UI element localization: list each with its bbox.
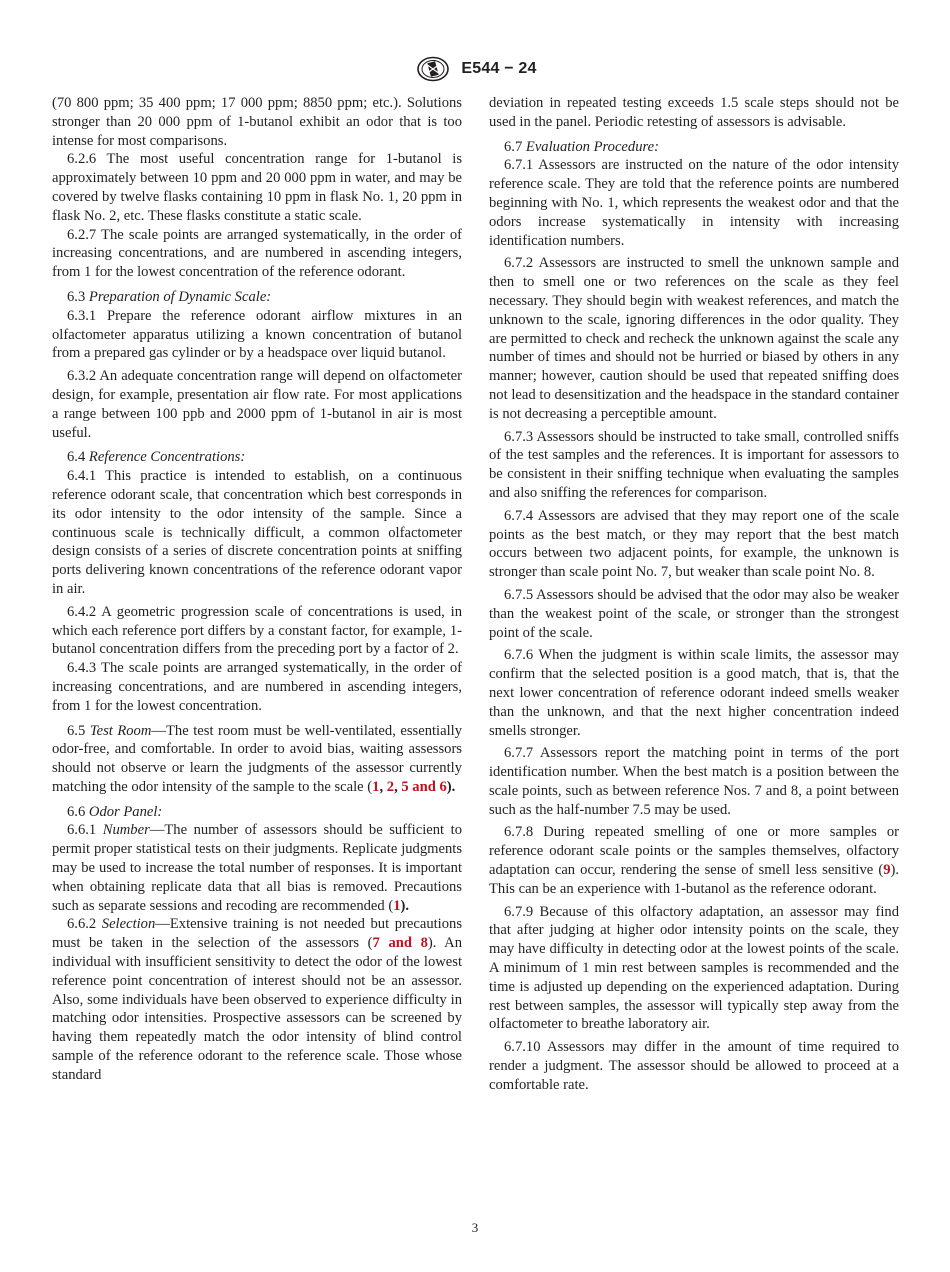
astm-logo-icon [413, 56, 453, 82]
page-header [0, 56, 950, 82]
paragraph-6-2-7: 6.2.7 The scale points are arranged systematically, in the order of increasing concentrations, and are numbered in ascending integers, from 1 for the lowest concentration of the reference odorant. [52, 226, 462, 281]
paragraph-6-4-2: 6.4.2 A geometric progression scale of concentrations is used, in which each reference port differs by a constant factor, for example, 1-butanol concentration differs from the preceding port by a factor of 2. [52, 603, 462, 658]
paragraph-6-4-3: 6.4.3 The scale points are arranged systematically, in the order of increasing concentrations, and are numbered in ascending integers, from 1 for the lowest concentration. [52, 660, 462, 714]
paragraph-6-3-1: 6.3.1 Prepare the reference odorant airflow mixtures in an olfactometer apparatus utilizing a known concentration of butanol from a prepared gas cylinder or by a headspace over liquid butanol. [52, 307, 462, 362]
section-heading-6-6: 6.6 Odor Panel: [67, 803, 163, 820]
reference-link[interactable]: 2 [386, 778, 395, 795]
paragraph-6-7-4: 6.7.4 Assessors are advised that they may report one of the scale points as the best match, or they may report that the best match occurs between two adjacent points, for example, the unknown is stronger than scale point No. 7, but weaker than scale point No. 8. [489, 507, 899, 581]
paragraph-6-3-2: 6.3.2 An adequate concentration range will depend on olfactometer design, for example, presentation air flow rate. For most applications a range between 100 ppb and 2000 ppm of 1-butanol in air is most useful. [52, 368, 462, 441]
paragraph-6-7-9: 6.7.9 Because of this olfactory adaptation, an assessor may find that after judging at higher odor intensity points on the scale, they may have difficulty in detecting odor at the lowest points of the scale. A minimum of 1 min rest between samples is recommended and the time is adjusted up depending on the experienced adaptation. During rest between samples, the assessor will typically step away from the olfactometer to breathe laboratory air. [489, 903, 899, 1033]
paragraph-6-7-3: 6.7.3 Assessors should be instructed to take small, controlled sniffs of the test samples and the references. It is important for assessors to be consistent in their sniffing technique when evaluating the samples and also sniffing the references for comparison. [489, 428, 899, 501]
reference-link[interactable]: 9 [883, 862, 891, 879]
paragraph-6-7-1: 6.7.1 Assessors are instructed on the nature of the odor intensity reference scale. They are told that the reference points are numbered beginning with No. 1, which represents the weakest odor and that the odors increase systematically in intensity with increasing identification numbers. [489, 157, 899, 249]
section-heading-6-4: 6.4 Reference Concentrations: [67, 449, 246, 466]
paragraph-6-7-5: 6.7.5 Assessors should be advised that the odor may also be weaker than the weakest point of the scale, or stronger than the strongest point of the scale. [489, 586, 899, 641]
section-heading-6-3: 6.3 Preparation of Dynamic Scale: [67, 288, 272, 305]
right-column [489, 94, 899, 1095]
paragraph-continuation: deviation in repeated testing exceeds 1.5 scale steps should not be used in the panel. Periodic retesting of assessors is advisable. [489, 95, 899, 130]
reference-link[interactable]: 7 and 8 [372, 935, 428, 952]
paragraph-6-7-2: 6.7.2 Assessors are instructed to smell the unknown sample and then to smell one or two references on the scale as they feel necessary. They should begin with weakest references, and match the unknown to the scale, ignoring differences in the odor quality. They are permitted to check and recheck the unknown against the scale any number of times and should not be hurried or biased by others in any manner; however, caution should be used that repeated sniffing does not lead to desensitization and the headspace in the standard container is not decreasing a perceptible amount. [489, 255, 899, 422]
paragraph-6-2-6: 6.2.6 The most useful concentration range for 1-butanol is approximately between 10 ppm and 20 000 ppm in water, and may be covered by twelve flasks containing 10 ppm in flask No. 1, 20 ppm in flask No. 2, etc. These flasks constitute a static scale. [52, 151, 462, 224]
paragraph-6-6-1: 6.6.1 Number—The number of assessors should be sufficient to permit proper statistical tests on their judgments. Replicate judgments may be used to increase the total number of responses. It is important when obtaining replicate data that all bias is removed. Precautions such as separate sessions and recoding are recommended (1). [52, 822, 462, 914]
paragraph-continuation: (70 800 ppm; 35 400 ppm; 17 000 ppm; 8850 ppm; etc.). Solutions stronger than 20 000 ppm of 1-butanol exhibit an odor that is too intense for most comparisons. [52, 95, 462, 149]
left-column [52, 94, 462, 1085]
paragraph-6-5: 6.5 Test Room—The test room must be well-ventilated, essentially odor-free, and comfortable. In order to avoid bias, waiting assessors should not observe or learn the judgments of the assessor currently matching the odor intensity of the sample to the scale (1, 2, 5 and 6). [52, 722, 462, 795]
paragraph-6-4-1: 6.4.1 This practice is intended to establish, on a continuous reference odorant scale, that concentration which best corresponds in its odor intensity to the odor intensity of the sample. Since a continuous scale is technically difficult, a common olfactometer design consists of a series of discrete concentration points at sniffing ports delivering known concentrations of the reference odorant vapor in air. [52, 468, 462, 597]
section-heading-6-7: 6.7 Evaluation Procedure: [504, 138, 659, 155]
reference-link[interactable]: 1 [372, 778, 380, 795]
reference-link[interactable]: 5 and 6 [401, 778, 447, 795]
page-number: 3 [471, 1220, 479, 1235]
document-designation: E544 − 24 [461, 60, 537, 77]
paragraph-6-6-2: 6.6.2 Selection—Extensive training is not needed but precautions must be taken in the selection of the assessors (7 and 8). An individual with insufficient sensitivity to detect the odor of the lowest reference point concentration of interest should not be an assessor. Also, some individuals have been observed to experience difficulty in matching odor intensities. Prospective assessors can be screened by having them repeatedly match the odor intensity of blind control sample of the reference odorant to the reference scale. Those whose standard [52, 916, 463, 1083]
paragraph-6-7-8: 6.7.8 During repeated smelling of one or more samples or reference odorant scale points or the samples themselves, olfactory adaptation can occur, rendering the sense of smell less sensitive (9). This can be an experience with 1-butanol as the reference odorant. [489, 824, 899, 897]
reference-link[interactable]: 1 [393, 897, 401, 914]
paragraph-6-7-10: 6.7.10 Assessors may differ in the amount of time required to render a judgment. The assessor should be allowed to proceed at a comfortable rate. [489, 1039, 899, 1093]
paragraph-6-7-6: 6.7.6 When the judgment is within scale limits, the assessor may confirm that the selected position is a good match, that is, that the next lower concentration of reference odorant indeed smells weaker than the unknown, and that the next higher concentration indeed smells stronger. [489, 647, 899, 739]
paragraph-6-7-7: 6.7.7 Assessors report the matching point in terms of the port identification number. When the best match is a position between the scale points, such as between reference Nos. 7 and 8, a point between such as the half-number 7.5 may be used. [489, 745, 899, 818]
